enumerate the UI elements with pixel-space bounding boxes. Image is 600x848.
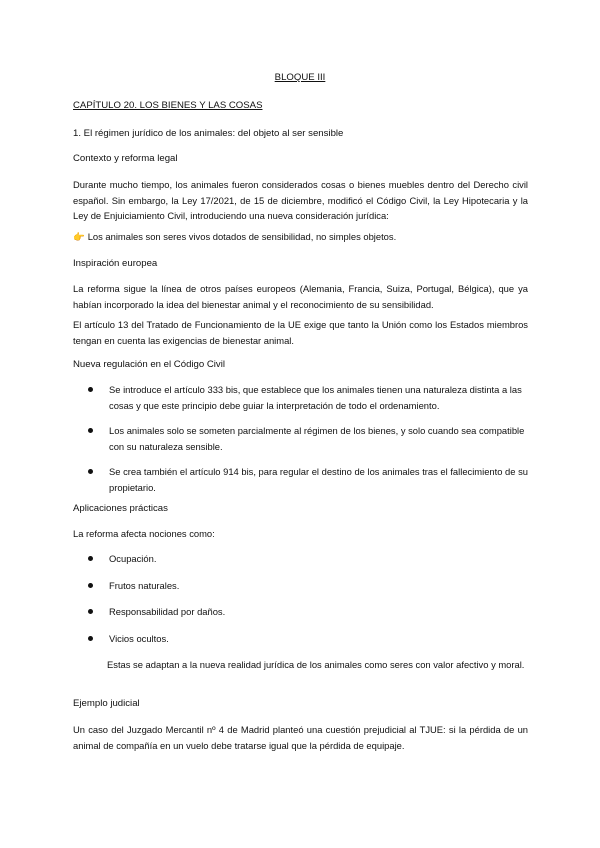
ejemplo-heading: Ejemplo judicial (73, 698, 140, 709)
list-item-text: Vicios ocultos. (109, 632, 169, 644)
list-item-text: Ocupación. (109, 553, 157, 564)
bullet-icon (88, 387, 93, 392)
aplicaciones-list (88, 551, 528, 646)
list-item (88, 604, 528, 620)
list-item-text: Frutos naturales. (109, 579, 180, 591)
highlight-text: Los animales son seres vivos dotados de sensibilidad, no simples objetos. (87, 231, 397, 242)
list-item-text: Responsabilidad por daños. (109, 606, 226, 617)
list-item (88, 382, 528, 413)
nueva-regulacion-heading: Nueva regulación en el Código Civil (73, 359, 225, 370)
bullet-icon (88, 636, 93, 641)
inspiracion-heading: Inspiración europea (73, 258, 158, 269)
contexto-paragraph: Durante mucho tiempo, los animales fueron considerados cosas o bienes muebles dentro del Derecho civil español. Sin embargo, la Ley 17/2021, de 15 de diciembre, modificó el Código Civil, la Ley Hipotecaria y la Ley de Enjuiciamiento Civil, introduciendo una nueva consideración jurídica: (73, 179, 528, 221)
bullet-icon (88, 609, 93, 614)
section-heading-1: 1. El régimen jurídico de los animales: del objeto al ser sensible (73, 128, 344, 139)
aplicaciones-outro: Estas se adaptan a la nueva realidad jurídica de los animales como seres con valor afectivo y moral. (107, 659, 525, 670)
list-item (88, 551, 528, 567)
chapter-title: CAPÍTULO 20. LOS BIENES Y LAS COSAS (73, 100, 263, 111)
highlight-line (73, 229, 528, 245)
bullet-icon (88, 428, 93, 433)
bloque-title: BLOQUE III (274, 72, 326, 83)
bullet-icon (88, 469, 93, 474)
list-item-text: Se introduce el artículo 333 bis, que establece que los animales tienen una naturaleza distinta a las cosas y que este principio debe guiar la interpretación de todo el ordenamiento. (109, 384, 522, 411)
inspiracion-paragraph-1: La reforma sigue la línea de otros países europeos (Alemania, Francia, Suiza, Portugal, Bélgica), que ya habían incorporado la idea del bienestar animal y el reconocimiento de su sensibilidad. (73, 283, 528, 310)
list-item (88, 631, 528, 647)
list-item (88, 578, 528, 594)
pointing-hand-icon: 👉 (73, 231, 85, 242)
list-item-text: Se crea también el artículo 914 bis, para regular el destino de los animales tras el fallecimiento de su propietario. (109, 466, 528, 493)
bullet-icon (88, 583, 93, 588)
aplicaciones-intro: La reforma afecta nociones como: (73, 528, 215, 539)
nueva-regulacion-list (88, 382, 528, 495)
list-item-text: Los animales solo se someten parcialmente al régimen de los bienes, y solo cuando sea compatible con su naturaleza sensible. (109, 425, 525, 452)
contexto-heading: Contexto y reforma legal (73, 153, 178, 164)
bullet-icon (88, 556, 93, 561)
list-item (88, 423, 528, 454)
inspiracion-paragraph-2: El artículo 13 del Tratado de Funcionamiento de la UE exige que tanto la Unión como los Estados miembros tengan en cuenta las exigencias de bienestar animal. (73, 319, 528, 346)
list-item (88, 464, 528, 495)
aplicaciones-heading: Aplicaciones prácticas (73, 503, 168, 514)
ejemplo-paragraph: Un caso del Juzgado Mercantil nº 4 de Madrid planteó una cuestión prejudicial al TJUE: si la pérdida de un animal de compañía en un vuelo debe tratarse igual que la pérdida de equipaje. (73, 724, 528, 751)
